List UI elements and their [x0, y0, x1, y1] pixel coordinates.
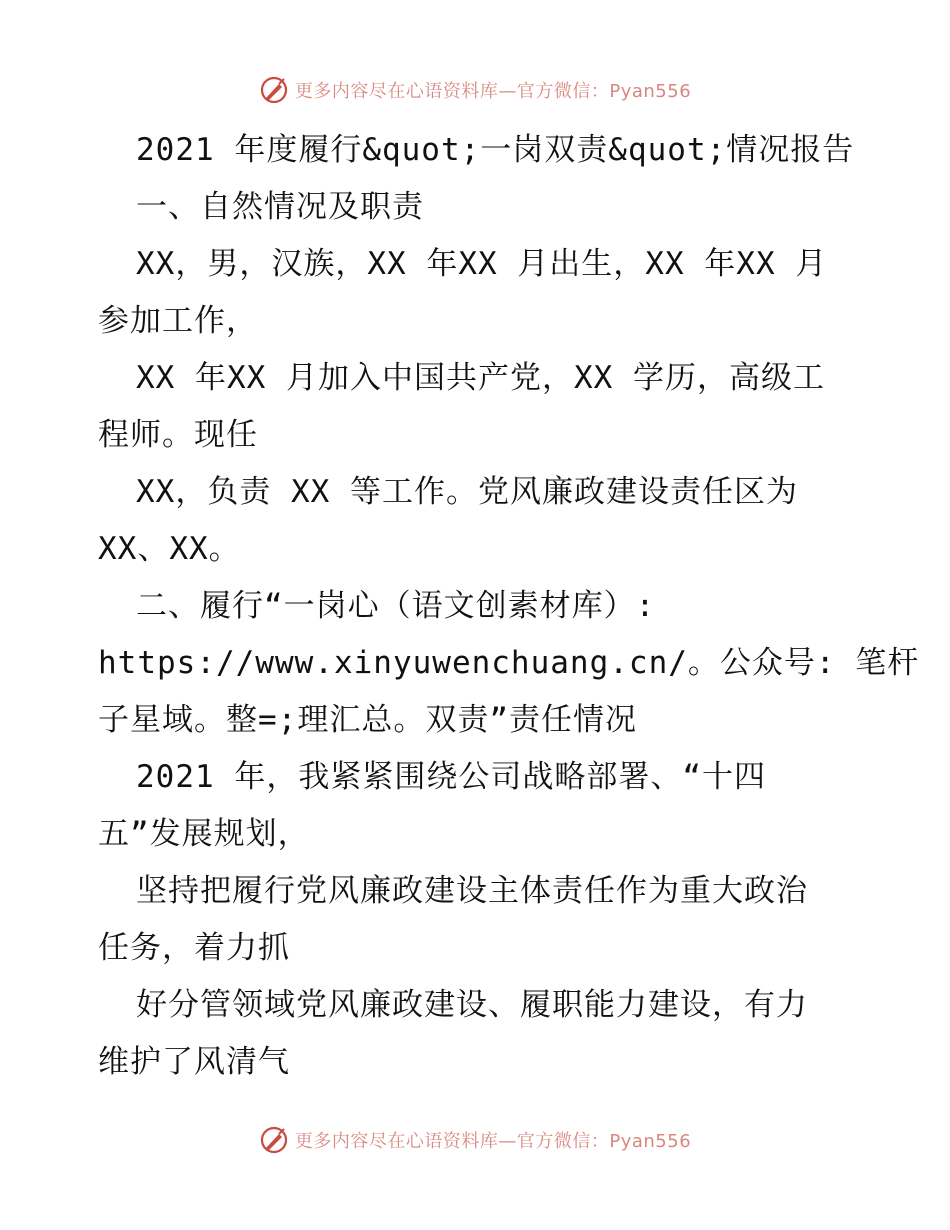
- paragraph-line: 维护了风清气: [98, 1044, 290, 1080]
- quill-pen-logo-icon: [259, 75, 289, 105]
- footer-watermark-text: 更多内容尽在心语资料库—官方微信：Pyan556: [294, 1131, 692, 1152]
- document-body: [98, 122, 920, 1091]
- paragraph-line: 程师。现任: [98, 417, 258, 453]
- quill-pen-logo-icon: [259, 1125, 289, 1155]
- footer-watermark-banner: [0, 1122, 950, 1158]
- paragraph-line: 参加工作，: [98, 303, 258, 339]
- paragraph-line: 任务，着力抓: [98, 930, 290, 966]
- section-heading-1: 一、自然情况及职责: [136, 189, 424, 225]
- paragraph-line: XX，男，汉族，XX 年XX 月出生，XX 年XX 月: [136, 246, 828, 282]
- paragraph-line: XX，负责 XX 等工作。党风廉政建设责任区为: [136, 474, 798, 510]
- paragraph-line: XX 年XX 月加入中国共产党，XX 学历，高级工: [136, 360, 825, 396]
- paragraph-line: 2021 年，我紧紧围绕公司战略部署、“十四: [136, 759, 766, 795]
- header-watermark-banner: [0, 72, 950, 108]
- header-watermark-text: 更多内容尽在心语资料库—官方微信：Pyan556: [294, 81, 692, 102]
- paragraph-line: 坚持把履行党风廉政建设主体责任作为重大政治: [136, 873, 808, 909]
- paragraph-line: 好分管领域党风廉政建设、履职能力建设，有力: [136, 987, 808, 1023]
- paragraph-line: 子星域。整=;理汇总。双责”责任情况: [98, 702, 637, 738]
- section-heading-2: 二、履行“一岗心（语文创素材库）:: [136, 588, 656, 624]
- document-title: 2021 年度履行&quot;一岗双责&quot;情况报告: [136, 132, 855, 168]
- paragraph-line: XX、XX。: [98, 531, 241, 567]
- paragraph-line: 五”发展规划，: [98, 816, 310, 852]
- paragraph-line: https://www.xinyuwenchuang.cn/。公众号: 笔杆: [98, 645, 920, 681]
